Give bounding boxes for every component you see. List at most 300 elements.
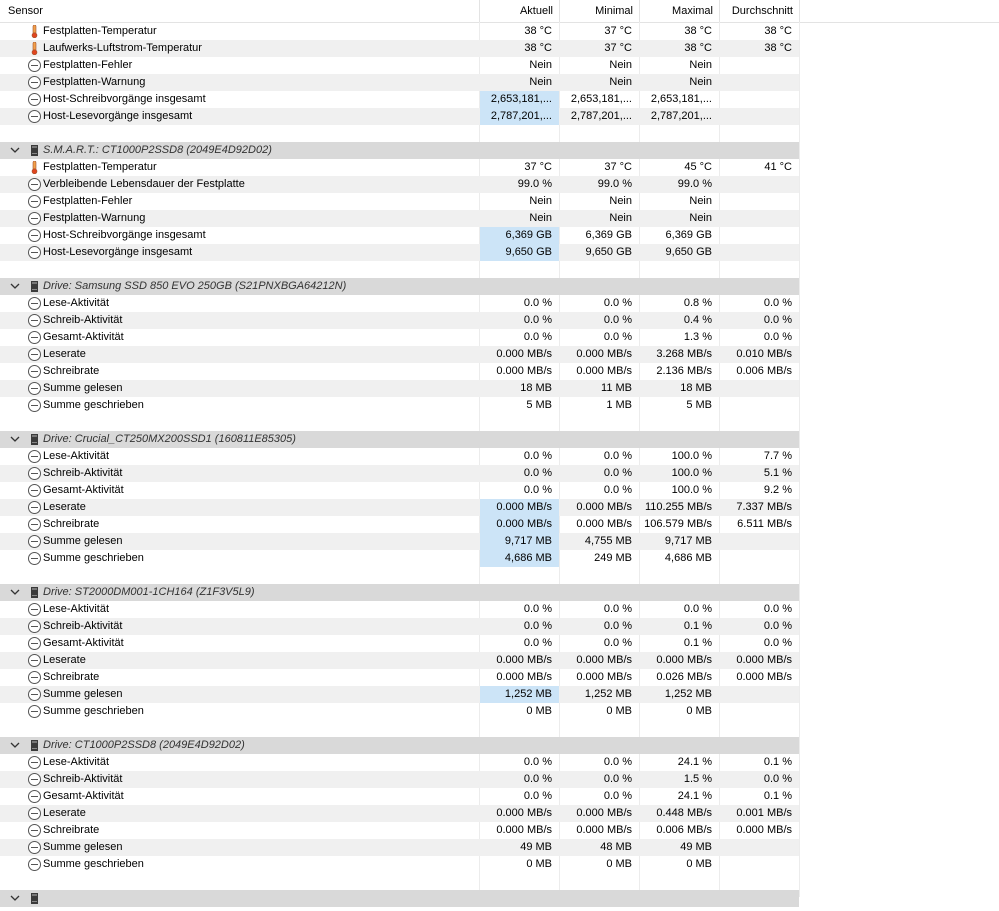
sensor-name-cell	[28, 91, 479, 108]
chevron-down-icon[interactable]	[9, 142, 21, 159]
header-durchschnitt[interactable]: Durchschnitt	[720, 0, 800, 22]
sensor-name-cell	[28, 805, 479, 822]
value-max-cell: 0.0 %	[683, 603, 712, 615]
value-avg-cell	[720, 397, 799, 414]
row-background	[0, 873, 799, 890]
value-max-cell: 0.8 %	[683, 297, 712, 309]
chevron-down-icon[interactable]	[9, 890, 21, 907]
drive-icon	[28, 892, 41, 905]
value-cur-cell: 2,787,201,...	[480, 108, 559, 125]
value-max-cell: 9,717 MB	[664, 535, 712, 547]
thermometer-icon	[28, 42, 41, 55]
header-aktuell[interactable]: Aktuell	[480, 0, 560, 22]
sensor-label: Schreib-Aktivität	[43, 314, 123, 326]
value-max-cell: 100.0 %	[671, 467, 712, 479]
sensor-label: Festplatten-Warnung	[43, 212, 146, 224]
sensor-icon	[28, 790, 41, 803]
value-avg-cell: 0.0 %	[763, 297, 792, 309]
value-max-cell: Nein	[689, 76, 712, 88]
value-avg-cell: 0.000 MB/s	[736, 824, 792, 836]
value-max-cell: 110.255 MB/s	[644, 501, 712, 513]
value-min-cell: 0.0 %	[603, 637, 632, 649]
sensor-label: Leserate	[43, 348, 86, 360]
value-avg-cell	[720, 533, 799, 550]
value-cur-cell: 9,717 MB	[480, 533, 559, 550]
sensor-label: Summe gelesen	[43, 841, 123, 853]
group-row[interactable]	[0, 584, 999, 601]
value-cur-cell: 38 °C	[524, 25, 552, 37]
value-avg-cell	[720, 176, 799, 193]
value-avg-cell: 0.0 %	[763, 637, 792, 649]
value-max-cell: 1.5 %	[683, 773, 712, 785]
sensor-row[interactable]	[0, 108, 999, 125]
value-cur-cell: 49 MB	[520, 841, 552, 853]
value-avg-cell: 0.001 MB/s	[736, 807, 792, 819]
sensor-row[interactable]	[0, 74, 999, 91]
sensor-label: Festplatten-Warnung	[43, 76, 146, 88]
value-cur-cell: 0.000 MB/s	[496, 365, 552, 377]
value-avg-cell	[720, 839, 799, 856]
sensor-row[interactable]	[0, 686, 999, 703]
sensor-name-cell	[28, 669, 479, 686]
sensor-row[interactable]	[0, 635, 999, 652]
sensor-name-cell	[28, 193, 479, 210]
value-avg-cell: 5.1 %	[763, 467, 792, 479]
value-cur-cell: 0.000 MB/s	[496, 348, 552, 360]
value-cur-cell: 0.0 %	[523, 637, 552, 649]
sensor-icon	[28, 450, 41, 463]
chevron-down-icon[interactable]	[9, 737, 21, 754]
value-avg-cell: 7.337 MB/s	[736, 501, 792, 513]
value-max-cell: 49 MB	[680, 841, 712, 853]
value-min-cell: 0.0 %	[603, 467, 632, 479]
value-cur-cell: 0.0 %	[523, 314, 552, 326]
value-avg-cell: 0.006 MB/s	[736, 365, 792, 377]
sensor-label: Gesamt-Aktivität	[43, 331, 124, 343]
value-max-cell: 3.268 MB/s	[656, 348, 712, 360]
sensor-icon	[28, 688, 41, 701]
sensor-icon	[28, 654, 41, 667]
value-avg-cell	[720, 380, 799, 397]
value-avg-cell	[720, 74, 799, 91]
sensor-icon	[28, 807, 41, 820]
group-label: Drive: CT1000P2SSD8 (2049E4D92D02)	[43, 739, 245, 751]
sensor-label: Festplatten-Fehler	[43, 59, 133, 71]
value-max-cell: Nein	[689, 212, 712, 224]
sensor-row[interactable]	[0, 703, 999, 720]
spacer-row	[0, 567, 999, 584]
sensor-name-cell	[28, 227, 479, 244]
value-min-cell: 0.0 %	[603, 756, 632, 768]
sensor-row[interactable]	[0, 346, 999, 363]
sensor-label: Schreibrate	[43, 824, 100, 836]
group-label: S.M.A.R.T.: CT1000P2SSD8 (2049E4D92D02)	[43, 144, 272, 156]
sensor-row[interactable]	[0, 380, 999, 397]
value-cur-cell: 5 MB	[526, 399, 552, 411]
sensor-row[interactable]	[0, 40, 999, 57]
value-avg-cell	[720, 227, 799, 244]
group-row[interactable]	[0, 142, 999, 159]
chevron-down-icon[interactable]	[9, 278, 21, 295]
value-avg-cell: 0.0 %	[763, 603, 792, 615]
value-cur-cell: 1,252 MB	[480, 686, 559, 703]
sensor-label: Host-Schreibvorgänge insgesamt	[43, 93, 206, 105]
sensor-label: Schreibrate	[43, 365, 100, 377]
value-min-cell: 0.0 %	[603, 484, 632, 496]
sensor-row[interactable]	[0, 465, 999, 482]
sensor-label: Summe gelesen	[43, 688, 123, 700]
value-avg-cell	[720, 91, 799, 108]
sensor-icon	[28, 229, 41, 242]
sensor-row[interactable]	[0, 295, 999, 312]
sensor-row[interactable]	[0, 312, 999, 329]
sensor-label: Host-Lesevorgänge insgesamt	[43, 110, 193, 122]
value-min-cell: 0.0 %	[603, 331, 632, 343]
sensor-icon	[28, 756, 41, 769]
value-max-cell: 0.1 %	[683, 620, 712, 632]
value-max-cell: 24.1 %	[677, 790, 712, 802]
value-min-cell: Nein	[609, 76, 632, 88]
sensor-name-cell	[28, 771, 479, 788]
row-background	[0, 720, 799, 737]
sensor-name-cell	[28, 686, 479, 703]
value-min-cell: 0.0 %	[603, 450, 632, 462]
sensor-row[interactable]	[0, 176, 999, 193]
row-background	[0, 125, 799, 142]
value-max-cell: 106.579 MB/s	[644, 518, 712, 530]
thermometer-icon	[28, 161, 41, 174]
sensor-icon	[28, 178, 41, 191]
sensor-row[interactable]	[0, 771, 999, 788]
sensor-label: Festplatten-Temperatur	[43, 25, 157, 37]
sensor-table	[0, 23, 999, 907]
value-avg-cell: 0.0 %	[763, 331, 792, 343]
value-cur-cell: 6,369 GB	[480, 227, 559, 244]
value-cur-cell: 4,686 MB	[480, 550, 559, 567]
value-cur-cell: 0.000 MB/s	[496, 671, 552, 683]
value-max-cell: 38 °C	[684, 25, 712, 37]
value-avg-cell: 9.2 %	[763, 484, 792, 496]
value-max-cell: Nein	[689, 195, 712, 207]
sensor-row[interactable]	[0, 363, 999, 380]
value-avg-cell	[720, 57, 799, 74]
value-min-cell: 0.000 MB/s	[576, 348, 632, 360]
sensor-row[interactable]	[0, 482, 999, 499]
chevron-down-icon[interactable]	[9, 431, 21, 448]
sensor-row[interactable]	[0, 839, 999, 856]
value-max-cell: 9,650 GB	[665, 246, 712, 258]
sensor-name-cell	[28, 822, 479, 839]
sensor-label: Host-Schreibvorgänge insgesamt	[43, 229, 206, 241]
value-max-cell: 2.136 MB/s	[656, 365, 712, 377]
thermometer-icon	[28, 25, 41, 38]
value-cur-cell: 0.000 MB/s	[480, 499, 559, 516]
spacer-row	[0, 261, 999, 278]
sensor-row[interactable]	[0, 652, 999, 669]
sensor-icon	[28, 365, 41, 378]
sensor-row[interactable]	[0, 805, 999, 822]
sensor-label: Summe geschrieben	[43, 399, 144, 411]
value-cur-cell: 0.0 %	[523, 756, 552, 768]
sensor-row[interactable]	[0, 159, 999, 176]
sensor-icon	[28, 773, 41, 786]
sensor-name-cell	[28, 159, 479, 176]
value-cur-cell: 0.0 %	[523, 297, 552, 309]
value-cur-cell: 0.000 MB/s	[496, 807, 552, 819]
drive-icon	[28, 586, 41, 599]
value-avg-cell: 0.000 MB/s	[736, 671, 792, 683]
value-cur-cell: 0 MB	[526, 705, 552, 717]
sensor-row[interactable]	[0, 788, 999, 805]
value-max-cell: 2,787,201,...	[650, 110, 712, 122]
sensor-name-cell	[28, 397, 479, 414]
group-row[interactable]	[0, 278, 999, 295]
value-avg-cell	[720, 686, 799, 703]
sensor-label: Leserate	[43, 501, 86, 513]
sensor-name-cell	[28, 74, 479, 91]
value-min-cell: 0.000 MB/s	[576, 824, 632, 836]
value-min-cell: 0 MB	[606, 705, 632, 717]
value-avg-cell: 41 °C	[764, 161, 792, 173]
value-cur-cell: 38 °C	[524, 42, 552, 54]
sensor-label: Lese-Aktivität	[43, 603, 110, 615]
value-min-cell: 4,755 MB	[584, 535, 632, 547]
value-max-cell: 100.0 %	[671, 450, 712, 462]
header-maximal[interactable]: Maximal	[640, 0, 720, 22]
value-max-cell: 24.1 %	[677, 756, 712, 768]
sensor-icon	[28, 824, 41, 837]
value-avg-cell	[720, 856, 799, 873]
value-cur-cell: 0.0 %	[523, 620, 552, 632]
sensor-name-cell	[28, 40, 479, 57]
value-min-cell: 1,252 MB	[584, 688, 632, 700]
value-max-cell: 4,686 MB	[664, 552, 712, 564]
sensor-icon	[28, 331, 41, 344]
value-cur-cell: 0.0 %	[523, 790, 552, 802]
value-avg-cell	[720, 244, 799, 261]
value-min-cell: 1 MB	[606, 399, 632, 411]
value-avg-cell: 38 °C	[764, 25, 792, 37]
value-avg-cell: 0.0 %	[763, 773, 792, 785]
sensor-name-cell	[28, 346, 479, 363]
value-max-cell: 18 MB	[680, 382, 712, 394]
sensor-row[interactable]	[0, 244, 999, 261]
sensor-row[interactable]	[0, 618, 999, 635]
sensor-row[interactable]	[0, 754, 999, 771]
value-min-cell: 48 MB	[600, 841, 632, 853]
spacer-row	[0, 125, 999, 142]
sensor-icon	[28, 518, 41, 531]
sensor-label: Summe gelesen	[43, 535, 123, 547]
group-label: Drive: Crucial_CT250MX200SSD1 (160811E85305)	[43, 433, 296, 445]
value-cur-cell: 0.000 MB/s	[496, 654, 552, 666]
value-avg-cell: 0.0 %	[763, 620, 792, 632]
value-min-cell: 0 MB	[606, 858, 632, 870]
sensor-icon	[28, 399, 41, 412]
sensor-icon	[28, 76, 41, 89]
value-max-cell: 0.026 MB/s	[656, 671, 712, 683]
value-min-cell: 0.0 %	[603, 790, 632, 802]
group-row[interactable]	[0, 431, 999, 448]
spacer-row	[0, 414, 999, 431]
header-sensor[interactable]: Sensor	[0, 0, 480, 22]
sensor-row[interactable]	[0, 23, 999, 40]
sensor-label: Schreib-Aktivität	[43, 773, 123, 785]
sensor-row[interactable]	[0, 91, 999, 108]
sensor-name-cell	[28, 380, 479, 397]
sensor-icon	[28, 501, 41, 514]
sensor-row[interactable]	[0, 227, 999, 244]
value-avg-cell	[720, 193, 799, 210]
spacer-row	[0, 720, 999, 737]
value-max-cell: 0.4 %	[683, 314, 712, 326]
sensor-row[interactable]	[0, 601, 999, 618]
spacer-row	[0, 873, 999, 890]
sensor-label: Summe geschrieben	[43, 552, 144, 564]
sensor-name-cell	[28, 23, 479, 40]
value-max-cell: 0.448 MB/s	[656, 807, 712, 819]
sensor-name-cell	[28, 533, 479, 550]
value-cur-cell: Nein	[529, 76, 552, 88]
value-cur-cell: 0.0 %	[523, 467, 552, 479]
value-cur-cell: 0.0 %	[523, 450, 552, 462]
sensor-row[interactable]	[0, 856, 999, 873]
value-avg-cell: 7.7 %	[763, 450, 792, 462]
value-cur-cell: 0.000 MB/s	[496, 824, 552, 836]
value-min-cell: 2,787,201,...	[570, 110, 632, 122]
value-cur-cell: 0 MB	[526, 858, 552, 870]
sensor-label: Leserate	[43, 807, 86, 819]
value-max-cell: 2,653,181,...	[650, 93, 712, 105]
sensor-icon	[28, 637, 41, 650]
value-cur-cell: Nein	[529, 212, 552, 224]
value-cur-cell: 0.0 %	[523, 484, 552, 496]
sensor-icon	[28, 110, 41, 123]
value-cur-cell: 2,653,181,...	[480, 91, 559, 108]
sensor-row[interactable]	[0, 329, 999, 346]
value-min-cell: 249 MB	[594, 552, 632, 564]
sensor-name-cell	[28, 703, 479, 720]
sensor-label: Lese-Aktivität	[43, 756, 110, 768]
sensor-name-cell	[28, 516, 479, 533]
row-background	[0, 261, 799, 278]
value-min-cell: 0.0 %	[603, 773, 632, 785]
sensor-label: Verbleibende Lebensdauer der Festplatte	[43, 178, 245, 190]
sensor-name-cell	[28, 363, 479, 380]
sensor-label: Schreibrate	[43, 671, 100, 683]
value-min-cell: 37 °C	[604, 42, 632, 54]
value-min-cell: 6,369 GB	[585, 229, 632, 241]
value-min-cell: Nein	[609, 212, 632, 224]
value-avg-cell: 0.0 %	[763, 314, 792, 326]
sensor-name-cell	[28, 244, 479, 261]
sensor-label: Festplatten-Temperatur	[43, 161, 157, 173]
sensor-row[interactable]	[0, 516, 999, 533]
value-min-cell: 0.000 MB/s	[576, 501, 632, 513]
value-min-cell: 0.000 MB/s	[576, 807, 632, 819]
group-label: Drive: ST2000DM001-1CH164 (Z1F3V5L9)	[43, 586, 255, 598]
sensor-row[interactable]	[0, 448, 999, 465]
sensor-row[interactable]	[0, 210, 999, 227]
value-avg-cell: 38 °C	[764, 42, 792, 54]
value-max-cell: 1.3 %	[683, 331, 712, 343]
sensor-row[interactable]	[0, 57, 999, 74]
sensor-row[interactable]	[0, 822, 999, 839]
sensor-row[interactable]	[0, 669, 999, 686]
group-row[interactable]	[0, 890, 999, 907]
value-avg-cell	[720, 210, 799, 227]
sensor-row[interactable]	[0, 550, 999, 567]
sensor-label: Summe gelesen	[43, 382, 123, 394]
sensor-label: Schreib-Aktivität	[43, 467, 123, 479]
sensor-name-cell	[28, 482, 479, 499]
sensor-icon	[28, 858, 41, 871]
sensor-name-cell	[28, 312, 479, 329]
sensor-label: Gesamt-Aktivität	[43, 484, 124, 496]
column-header	[0, 0, 999, 23]
value-avg-cell: 6.511 MB/s	[737, 518, 792, 530]
sensor-row[interactable]	[0, 397, 999, 414]
value-min-cell: 37 °C	[604, 25, 632, 37]
sensor-row[interactable]	[0, 499, 999, 516]
sensor-name-cell	[28, 635, 479, 652]
sensor-label: Host-Lesevorgänge insgesamt	[43, 246, 193, 258]
value-min-cell: 99.0 %	[597, 178, 632, 190]
sensor-icon	[28, 535, 41, 548]
sensor-icon	[28, 705, 41, 718]
group-label: Drive: Samsung SSD 850 EVO 250GB (S21PNXBGA64212N)	[43, 280, 347, 292]
value-cur-cell: 0.0 %	[523, 603, 552, 615]
sensor-name-cell	[28, 57, 479, 74]
value-avg-cell	[720, 550, 799, 567]
group-name-cell	[28, 431, 479, 448]
sensor-name-cell	[28, 652, 479, 669]
sensor-name-cell	[28, 499, 479, 516]
group-name-cell	[28, 737, 479, 754]
sensor-icon	[28, 297, 41, 310]
value-cur-cell: 0.0 %	[523, 773, 552, 785]
group-name-cell	[28, 584, 479, 601]
value-min-cell: 2,653,181,...	[570, 93, 632, 105]
sensor-label: Festplatten-Fehler	[43, 195, 133, 207]
value-min-cell: 0.0 %	[603, 620, 632, 632]
sensor-name-cell	[28, 295, 479, 312]
sensor-icon	[28, 212, 41, 225]
sensor-label: Laufwerks-Luftstrom-Temperatur	[43, 42, 202, 54]
sensor-label: Summe geschrieben	[43, 705, 144, 717]
sensor-icon	[28, 620, 41, 633]
value-max-cell: 0.006 MB/s	[656, 824, 712, 836]
value-max-cell: 0.1 %	[683, 637, 712, 649]
sensor-row[interactable]	[0, 533, 999, 550]
group-row[interactable]	[0, 737, 999, 754]
value-max-cell: 38 °C	[684, 42, 712, 54]
sensor-icon	[28, 195, 41, 208]
drive-icon	[28, 280, 41, 293]
value-cur-cell: 9,650 GB	[480, 244, 559, 261]
sensor-icon	[28, 552, 41, 565]
chevron-down-icon[interactable]	[9, 584, 21, 601]
value-cur-cell: Nein	[529, 59, 552, 71]
value-min-cell: 0.0 %	[603, 314, 632, 326]
header-minimal[interactable]: Minimal	[560, 0, 640, 22]
sensor-icon	[28, 467, 41, 480]
sensor-row[interactable]	[0, 193, 999, 210]
value-cur-cell: 37 °C	[524, 161, 552, 173]
sensor-name-cell	[28, 550, 479, 567]
value-min-cell: 0.000 MB/s	[576, 671, 632, 683]
value-max-cell: Nein	[689, 59, 712, 71]
